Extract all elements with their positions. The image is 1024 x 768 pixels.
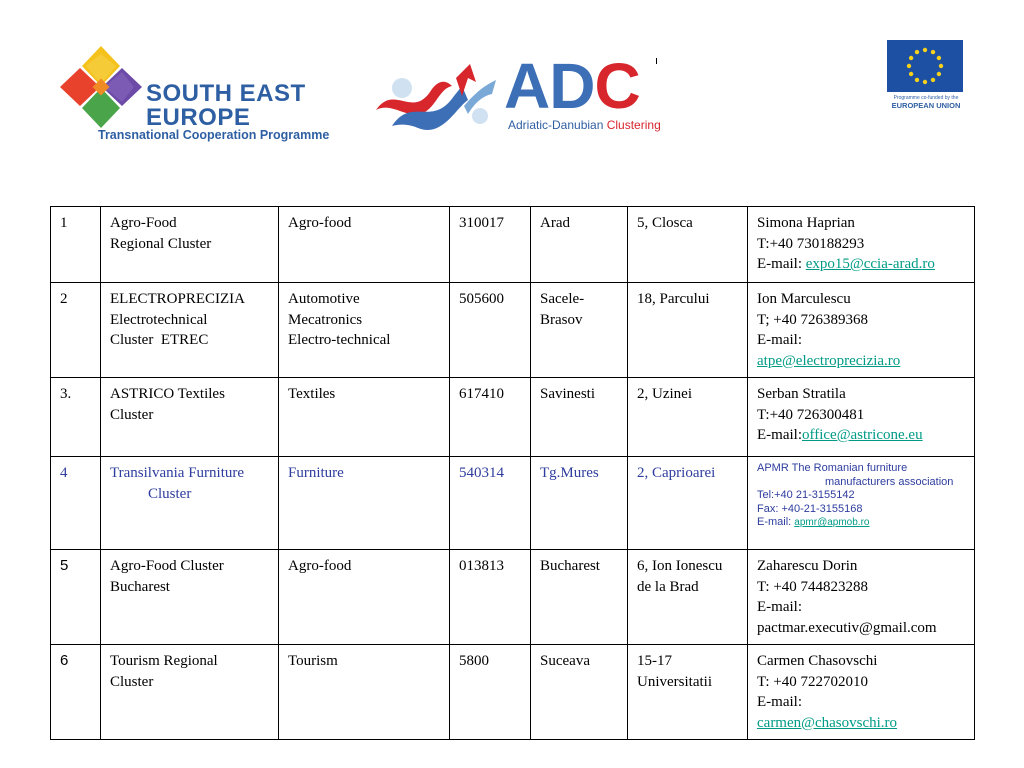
cell-contact — [748, 457, 975, 550]
eu-caption-main: EUROPEAN UNION — [891, 101, 961, 110]
cell-contact — [748, 378, 975, 457]
cell-address — [628, 378, 748, 457]
cell-cluster-name — [101, 378, 279, 457]
see-line1: SOUTH EAST — [146, 80, 306, 107]
cell-address — [628, 645, 748, 740]
stray-mark — [656, 58, 657, 64]
name-line: Cluster ETREC — [110, 332, 209, 348]
address-line: 2, Uzinei — [637, 386, 692, 402]
contact-phone: T; +40 726389368 — [757, 311, 868, 328]
address-line: 6, Ion Ionescu — [637, 558, 723, 574]
cell-city — [531, 457, 628, 550]
contact-phone: T: +40 722702010 — [757, 673, 869, 690]
cell-cluster-name — [101, 283, 279, 378]
contact-person: Ion Marculescu — [757, 291, 851, 307]
see-flower-icon — [58, 44, 144, 130]
eu-caption-small: Programme co-funded by the — [893, 95, 959, 101]
name-line: Agro-Food Cluster — [110, 558, 224, 574]
cell-number: 3. — [51, 378, 101, 457]
cell-city — [531, 283, 628, 378]
name-line: ELECTROPRECIZIA — [110, 291, 245, 307]
email-label: E-mail: — [757, 256, 806, 272]
adc-subtitle — [508, 118, 661, 132]
email-link[interactable]: apmr@apmob.ro — [794, 517, 870, 528]
cell-number: 1 — [51, 207, 101, 283]
cell-address — [628, 207, 748, 283]
city-line: Sacele- — [540, 291, 585, 307]
name-line: Agro-Food — [110, 215, 177, 231]
cell-sector — [279, 207, 450, 283]
contact-phone: T: +40 744823288 — [757, 578, 869, 595]
cell-sector — [279, 283, 450, 378]
email-link[interactable]: atpe@electroprecizia.ro — [757, 352, 901, 369]
name-line: Cluster — [148, 485, 192, 502]
contact-person: Simona Haprian — [757, 215, 855, 231]
cell-cluster-name — [101, 457, 279, 550]
cell-number: 4 — [51, 457, 101, 550]
cell-sector — [279, 550, 450, 645]
table-row — [51, 378, 975, 457]
email-label: E-mail: — [757, 332, 802, 348]
name-line: Cluster — [110, 673, 154, 690]
address-line: 15-17 — [637, 653, 672, 669]
eu-logo — [885, 40, 967, 112]
cell-number: 2 — [51, 283, 101, 378]
eu-flag-icon — [887, 40, 963, 92]
address-line: 5, Closca — [637, 215, 693, 231]
adc-wordmark — [504, 50, 640, 122]
name-line: Regional Cluster — [110, 235, 212, 252]
email-link[interactable]: office@astricone.eu — [802, 427, 923, 443]
address-line: 2, Caprioarei — [637, 465, 716, 481]
cell-contact — [748, 645, 975, 740]
city-line: Arad — [540, 215, 570, 231]
cell-sector — [279, 378, 450, 457]
city-line: Tg.Mures — [540, 465, 599, 481]
sector-line: Mecatronics — [288, 311, 363, 328]
city-line: Savinesti — [540, 386, 595, 402]
cell-postal-code: 540314 — [450, 457, 531, 550]
adc-letter-a: A — [504, 50, 550, 122]
table-row — [51, 645, 975, 740]
name-line: Bucharest — [110, 578, 170, 595]
adc-subtitle-blue: Adriatic-Danubian — [508, 118, 607, 132]
cell-contact — [748, 550, 975, 645]
see-wordmark — [146, 82, 306, 130]
email-label: E-mail: — [757, 427, 802, 443]
eu-stars-icon — [887, 40, 963, 92]
clusters-table — [50, 206, 975, 740]
cell-address — [628, 550, 748, 645]
cell-postal-code: 617410 — [450, 378, 531, 457]
email-plain: pactmar.executiv@gmail.com — [757, 619, 937, 636]
cell-cluster-name — [101, 645, 279, 740]
cell-cluster-name — [101, 207, 279, 283]
adc-letter-d: D — [549, 50, 595, 122]
name-line: Transilvania Furniture — [110, 465, 245, 481]
cell-number: 5 — [51, 550, 101, 645]
email-link[interactable]: expo15@ccia-arad.ro — [805, 256, 935, 272]
cell-sector — [279, 645, 450, 740]
contact-email-line — [757, 254, 974, 275]
cell-address — [628, 283, 748, 378]
cell-contact — [748, 283, 975, 378]
contact-org: APMR The Romanian furniture — [757, 462, 908, 474]
cell-sector — [279, 457, 450, 550]
sector-line: Electro-technical — [288, 332, 391, 348]
name-line: Tourism Regional — [110, 653, 218, 669]
sector-line: Textiles — [288, 386, 336, 402]
sector-line: Tourism — [288, 653, 338, 669]
sector-line: Automotive — [288, 291, 360, 307]
table-row — [51, 457, 975, 550]
cell-city — [531, 645, 628, 740]
city-line: Suceava — [540, 653, 590, 669]
sector-line: Agro-food — [288, 215, 352, 231]
address-line: 18, Parcului — [637, 291, 710, 307]
table-row — [51, 283, 975, 378]
city-line: Bucharest — [540, 558, 600, 574]
eu-caption — [885, 95, 967, 110]
contact-person: Serban Stratila — [757, 386, 846, 402]
address-line: de la Brad — [637, 578, 699, 595]
cell-postal-code: 013813 — [450, 550, 531, 645]
adc-logo — [372, 52, 662, 144]
adc-subtitle-red: Clustering — [606, 118, 661, 132]
email-label: E-mail: — [757, 599, 802, 615]
contact-fax: Fax: +40-21-3155168 — [757, 502, 863, 515]
cell-cluster-name — [101, 550, 279, 645]
see-subtitle: Transnational Cooperation Programme — [98, 128, 330, 142]
see-line2: EUROPE — [146, 104, 251, 131]
sector-line: Furniture — [288, 465, 344, 481]
name-line: ASTRICO Textiles — [110, 386, 225, 402]
cell-postal-code: 5800 — [450, 645, 531, 740]
email-link[interactable]: carmen@chasovschi.ro — [757, 714, 898, 731]
table-row — [51, 550, 975, 645]
contact-phone: T:+40 726300481 — [757, 406, 865, 423]
name-line: Electrotechnical — [110, 311, 208, 328]
contact-org-continued: manufacturers association — [825, 475, 954, 488]
cell-contact — [748, 207, 975, 283]
contact-person: Zaharescu Dorin — [757, 558, 858, 574]
south-east-europe-logo — [58, 44, 330, 148]
cell-number: 6 — [51, 645, 101, 740]
cell-city — [531, 378, 628, 457]
table-row — [51, 207, 975, 283]
contact-person: Carmen Chasovschi — [757, 653, 878, 669]
contact-email-line — [757, 516, 974, 530]
email-label: E-mail: — [757, 516, 795, 528]
contact-phone: T:+40 730188293 — [757, 235, 865, 252]
contact-tel: Tel:+40 21-3155142 — [757, 489, 855, 501]
name-line: Cluster — [110, 406, 154, 423]
cell-city — [531, 550, 628, 645]
city-line: Brasov — [540, 311, 583, 328]
adc-swirl-icon — [372, 56, 504, 142]
email-label: E-mail: — [757, 694, 802, 710]
cell-address — [628, 457, 748, 550]
cell-postal-code: 505600 — [450, 283, 531, 378]
address-line: Universitatii — [637, 673, 712, 690]
cell-postal-code: 310017 — [450, 207, 531, 283]
contact-email-line — [757, 425, 974, 446]
sector-line: Agro-food — [288, 558, 352, 574]
cell-city — [531, 207, 628, 283]
adc-letter-c: C — [594, 50, 640, 122]
